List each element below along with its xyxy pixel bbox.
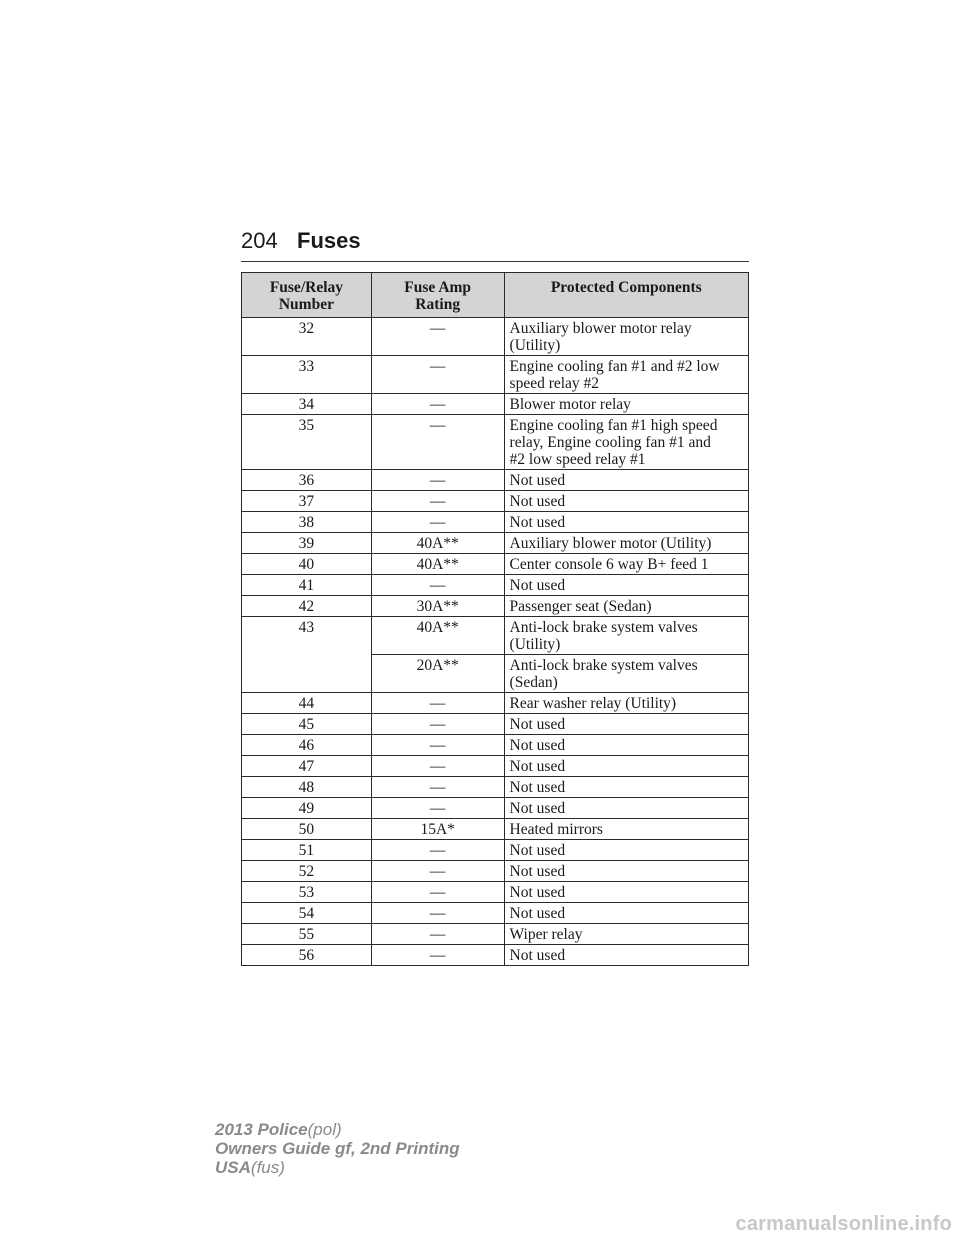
protected-components-cell: [504, 840, 748, 861]
table-row: [242, 735, 749, 756]
component-text-line: Heated mirrors: [509, 820, 603, 838]
fuse-number-cell: 41: [242, 575, 372, 596]
fuse-number-cell: 55: [242, 924, 372, 945]
footer-market: USA: [215, 1158, 251, 1177]
fuse-number-cell: 50: [242, 819, 372, 840]
column-header-line: Protected Components: [550, 279, 702, 296]
component-text-line: Not used: [509, 946, 566, 964]
fuse-amp-rating-cell: —: [371, 415, 504, 470]
fuse-amp-rating-cell: —: [371, 861, 504, 882]
fuse-amp-rating-cell: —: [371, 798, 504, 819]
fuse-number-cell: 53: [242, 882, 372, 903]
protected-components-cell: [504, 596, 748, 617]
footer-line-2: [215, 1139, 460, 1158]
table-row: [242, 575, 749, 596]
table-row: [242, 819, 749, 840]
table-row: [242, 798, 749, 819]
section-title: Fuses: [297, 228, 361, 253]
protected-components-cell: [504, 777, 748, 798]
component-text-line: Not used: [509, 778, 566, 796]
fuse-amp-rating-cell: —: [371, 693, 504, 714]
fuse-number-cell: 43: [242, 617, 372, 693]
table-row: [242, 318, 749, 356]
fuse-number-cell: 49: [242, 798, 372, 819]
component-text-line: Not used: [509, 799, 566, 817]
component-text-line: Passenger seat (Sedan): [509, 597, 652, 615]
protected-components-cell: [504, 756, 748, 777]
fuse-number-cell: 37: [242, 491, 372, 512]
fuse-number-cell: 38: [242, 512, 372, 533]
column-header-line: Fuse Amp: [404, 279, 472, 296]
protected-components-cell: [504, 617, 748, 655]
fuse-number-cell: 39: [242, 533, 372, 554]
protected-components-cell: [504, 512, 748, 533]
protected-components-cell: [504, 318, 748, 356]
fuse-amp-rating-cell: 40A**: [371, 617, 504, 655]
fuse-amp-rating-cell: —: [371, 512, 504, 533]
footer-model: 2013 Police: [215, 1120, 308, 1139]
page-header: [241, 228, 749, 262]
protected-components-cell: [504, 533, 748, 554]
table-row: [242, 840, 749, 861]
fuse-amp-rating-cell: —: [371, 735, 504, 756]
column-header-line: Fuse/Relay: [269, 279, 343, 296]
component-text-line: Not used: [509, 736, 566, 754]
table-row: [242, 924, 749, 945]
table-row: [242, 533, 749, 554]
component-text-line: Not used: [509, 841, 566, 859]
fuse-amp-rating-cell: —: [371, 903, 504, 924]
fuse-number-cell: 40: [242, 554, 372, 575]
column-header-fuse-amp-rating: [371, 273, 504, 318]
fuse-number-cell: 48: [242, 777, 372, 798]
fuse-number-cell: 44: [242, 693, 372, 714]
fuse-table: [241, 272, 749, 966]
component-text-line: Not used: [509, 757, 566, 775]
fuse-amp-rating-cell: —: [371, 394, 504, 415]
protected-components-cell: [504, 945, 748, 966]
table-row: [242, 714, 749, 735]
footer-guide: Owners Guide gf, 2nd Printing: [215, 1139, 460, 1158]
fuse-number-cell: 36: [242, 470, 372, 491]
column-header-line: Rating: [415, 296, 461, 313]
fuse-number-cell: 47: [242, 756, 372, 777]
fuse-amp-rating-cell: 40A**: [371, 554, 504, 575]
component-text-line: Wiper relay: [509, 925, 583, 943]
table-row: [242, 554, 749, 575]
protected-components-cell: [504, 554, 748, 575]
footer-market-code: (fus): [250, 1158, 285, 1177]
component-text-line: Auxiliary blower motor relay: [509, 319, 692, 337]
protected-components-cell: [504, 924, 748, 945]
component-text-line: speed relay #2: [509, 374, 600, 392]
fuse-number-cell: 54: [242, 903, 372, 924]
page-footer: [215, 1120, 460, 1177]
fuse-amp-rating-cell: —: [371, 777, 504, 798]
table-row: [242, 617, 749, 655]
column-header-protected-components: [504, 273, 748, 318]
table-body: [242, 318, 749, 966]
fuse-number-cell: 35: [242, 415, 372, 470]
fuse-amp-rating-cell: 15A*: [371, 819, 504, 840]
component-text-line: Not used: [509, 576, 566, 594]
component-text-line: Rear washer relay (Utility): [509, 694, 677, 712]
fuse-number-cell: 46: [242, 735, 372, 756]
watermark: carmanualsonline.info: [735, 1213, 952, 1235]
fuse-amp-rating-cell: —: [371, 318, 504, 356]
fuse-amp-rating-cell: 20A**: [371, 655, 504, 693]
table-row: [242, 693, 749, 714]
fuse-amp-rating-cell: —: [371, 575, 504, 596]
component-text-line: Blower motor relay: [509, 395, 631, 413]
fuse-amp-rating-cell: —: [371, 840, 504, 861]
fuse-number-cell: 32: [242, 318, 372, 356]
fuse-amp-rating-cell: —: [371, 714, 504, 735]
fuse-number-cell: 51: [242, 840, 372, 861]
table-row: [242, 512, 749, 533]
protected-components-cell: [504, 903, 748, 924]
table-row: [242, 394, 749, 415]
protected-components-cell: [504, 415, 748, 470]
column-header-line: Number: [278, 296, 334, 313]
fuse-amp-rating-cell: —: [371, 924, 504, 945]
protected-components-cell: [504, 861, 748, 882]
protected-components-cell: [504, 714, 748, 735]
protected-components-cell: [504, 882, 748, 903]
table-row: [242, 777, 749, 798]
fuse-number-cell: 34: [242, 394, 372, 415]
component-text-line: Not used: [509, 862, 566, 880]
page-number: 204: [241, 228, 278, 253]
component-text-line: Auxiliary blower motor (Utility): [509, 534, 712, 552]
component-text-line: Engine cooling fan #1 and #2 low: [509, 357, 720, 375]
protected-components-cell: [504, 356, 748, 394]
footer-line-3: [215, 1158, 460, 1177]
component-text-line: Not used: [509, 904, 566, 922]
component-text-line: #2 low speed relay #1: [509, 450, 646, 468]
fuse-amp-rating-cell: 40A**: [371, 533, 504, 554]
table-row: [242, 903, 749, 924]
component-text-line: Anti-lock brake system valves: [509, 656, 698, 674]
fuse-amp-rating-cell: —: [371, 491, 504, 512]
component-text-line: Not used: [509, 471, 566, 489]
footer-line-1: [215, 1120, 460, 1139]
fuse-number-cell: 52: [242, 861, 372, 882]
protected-components-cell: [504, 491, 748, 512]
protected-components-cell: [504, 798, 748, 819]
fuse-amp-rating-cell: 30A**: [371, 596, 504, 617]
fuse-amp-rating-cell: —: [371, 356, 504, 394]
protected-components-cell: [504, 735, 748, 756]
table-row: [242, 596, 749, 617]
component-text-line: Not used: [509, 715, 566, 733]
table-row: [242, 356, 749, 394]
fuse-amp-rating-cell: —: [371, 882, 504, 903]
fuse-number-cell: 33: [242, 356, 372, 394]
protected-components-cell: [504, 394, 748, 415]
table-row: [242, 756, 749, 777]
fuse-number-cell: 45: [242, 714, 372, 735]
footer-model-code: (pol): [307, 1120, 342, 1139]
fuse-amp-rating-cell: —: [371, 756, 504, 777]
table-row: [242, 945, 749, 966]
component-text-line: Engine cooling fan #1 high speed: [509, 416, 718, 434]
component-text-line: Anti-lock brake system valves: [509, 618, 698, 636]
fuse-number-cell: 56: [242, 945, 372, 966]
fuse-number-cell: 42: [242, 596, 372, 617]
table-row: [242, 882, 749, 903]
fuse-amp-rating-cell: —: [371, 945, 504, 966]
protected-components-cell: [504, 575, 748, 596]
component-text-line: (Sedan): [509, 673, 558, 691]
component-text-line: (Utility): [509, 635, 561, 653]
component-text-line: Center console 6 way B+ feed 1: [509, 555, 709, 573]
protected-components-cell: [504, 819, 748, 840]
table-row: [242, 491, 749, 512]
column-header-fuse-relay-number: [242, 273, 372, 318]
table-row: [242, 415, 749, 470]
fuse-amp-rating-cell: —: [371, 470, 504, 491]
table-row: [242, 470, 749, 491]
component-text-line: Not used: [509, 883, 566, 901]
table-header-row: [242, 273, 749, 318]
component-text-line: relay, Engine cooling fan #1 and: [509, 433, 711, 451]
component-text-line: Not used: [509, 513, 566, 531]
protected-components-cell: [504, 655, 748, 693]
table-row: [242, 861, 749, 882]
component-text-line: Not used: [509, 492, 566, 510]
protected-components-cell: [504, 693, 748, 714]
protected-components-cell: [504, 470, 748, 491]
component-text-line: (Utility): [509, 336, 561, 354]
